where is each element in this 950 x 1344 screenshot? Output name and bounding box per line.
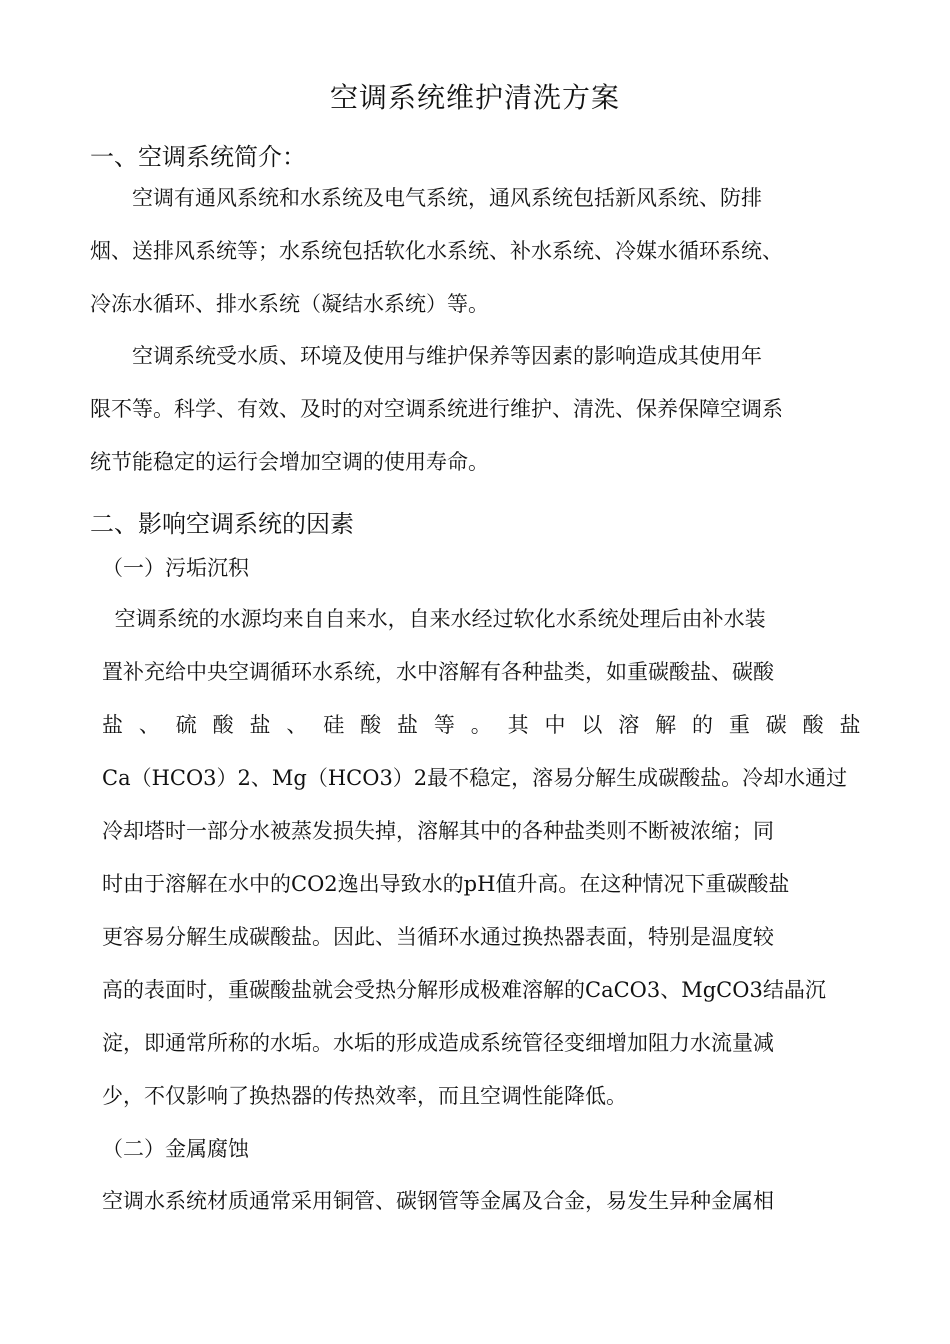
text-line: 更容易分解生成碳酸盐。因此、当循环水通过换热器表面，特别是温度较 [102,925,774,949]
text-line: 空调水系统材质通常采用铜管、碳钢管等金属及合金，易发生异种金属相 [102,1189,774,1213]
paragraph-scale [102,593,882,1123]
document-title: 空调系统维护清洗方案 [329,81,620,114]
section-heading-intro: 一、空调系统简介： [90,143,306,171]
paragraph-intro-1 [90,172,870,331]
paragraph-intro-2 [90,330,870,489]
text-line: Ca（HCO3）2、Mg（HCO3）2最不稳定，溶易分解生成碳酸盐。冷却水通过 [102,766,848,790]
subsection-heading-corrosion: （二）金属腐蚀 [102,1137,249,1161]
text-line: 高的表面时，重碳酸盐就会受热分解形成极难溶解的CaCO3、MgCO3结晶沉 [102,978,826,1002]
text-line: 空调系统的水源均来自自来水，自来水经过软化水系统处理后由补水装 [114,607,766,631]
paragraph-corrosion [102,1175,882,1228]
text-line: 时由于溶解在水中的CO2逸出导致水的pH值升高。在这种情况下重碳酸盐 [102,872,790,896]
text-line: 空调有通风系统和水系统及电气系统，通风系统包括新风系统、防排 [132,186,762,210]
subsection-heading-scale: （一）污垢沉积 [102,556,249,580]
text-line: 限不等。科学、有效、及时的对空调系统进行维护、清洗、保养保障空调系 [90,397,783,421]
text-line: 烟、送排风系统等；水系统包括软化水系统、补水系统、冷媒水循环系统、 [90,239,783,263]
text-line: 少，不仅影响了换热器的传热效率，而且空调性能降低。 [102,1084,627,1108]
text-line: 置补充给中央空调循环水系统，水中溶解有各种盐类，如重碳酸盐、碳酸 [102,660,774,684]
text-line: 冷冻水循环、排水系统（凝结水系统）等。 [90,292,489,316]
text-line: 冷却塔时一部分水被蒸发损失掉，溶解其中的各种盐类则不断被浓缩；同 [102,819,774,843]
text-line: 统节能稳定的运行会增加空调的使用寿命。 [90,450,489,474]
section-heading-factors: 二、影响空调系统的因素 [90,510,354,538]
text-line: 盐 、 硫 酸 盐 、 硅 酸 盐 等 。 其 中 以 溶 解 的 重 碳 酸 盐 [102,713,866,737]
text-line: 空调系统受水质、环境及使用与维护保养等因素的影响造成其使用年 [132,344,762,368]
text-line: 淀，即通常所称的水垢。水垢的形成造成系统管径变细增加阻力水流量减 [102,1031,774,1055]
